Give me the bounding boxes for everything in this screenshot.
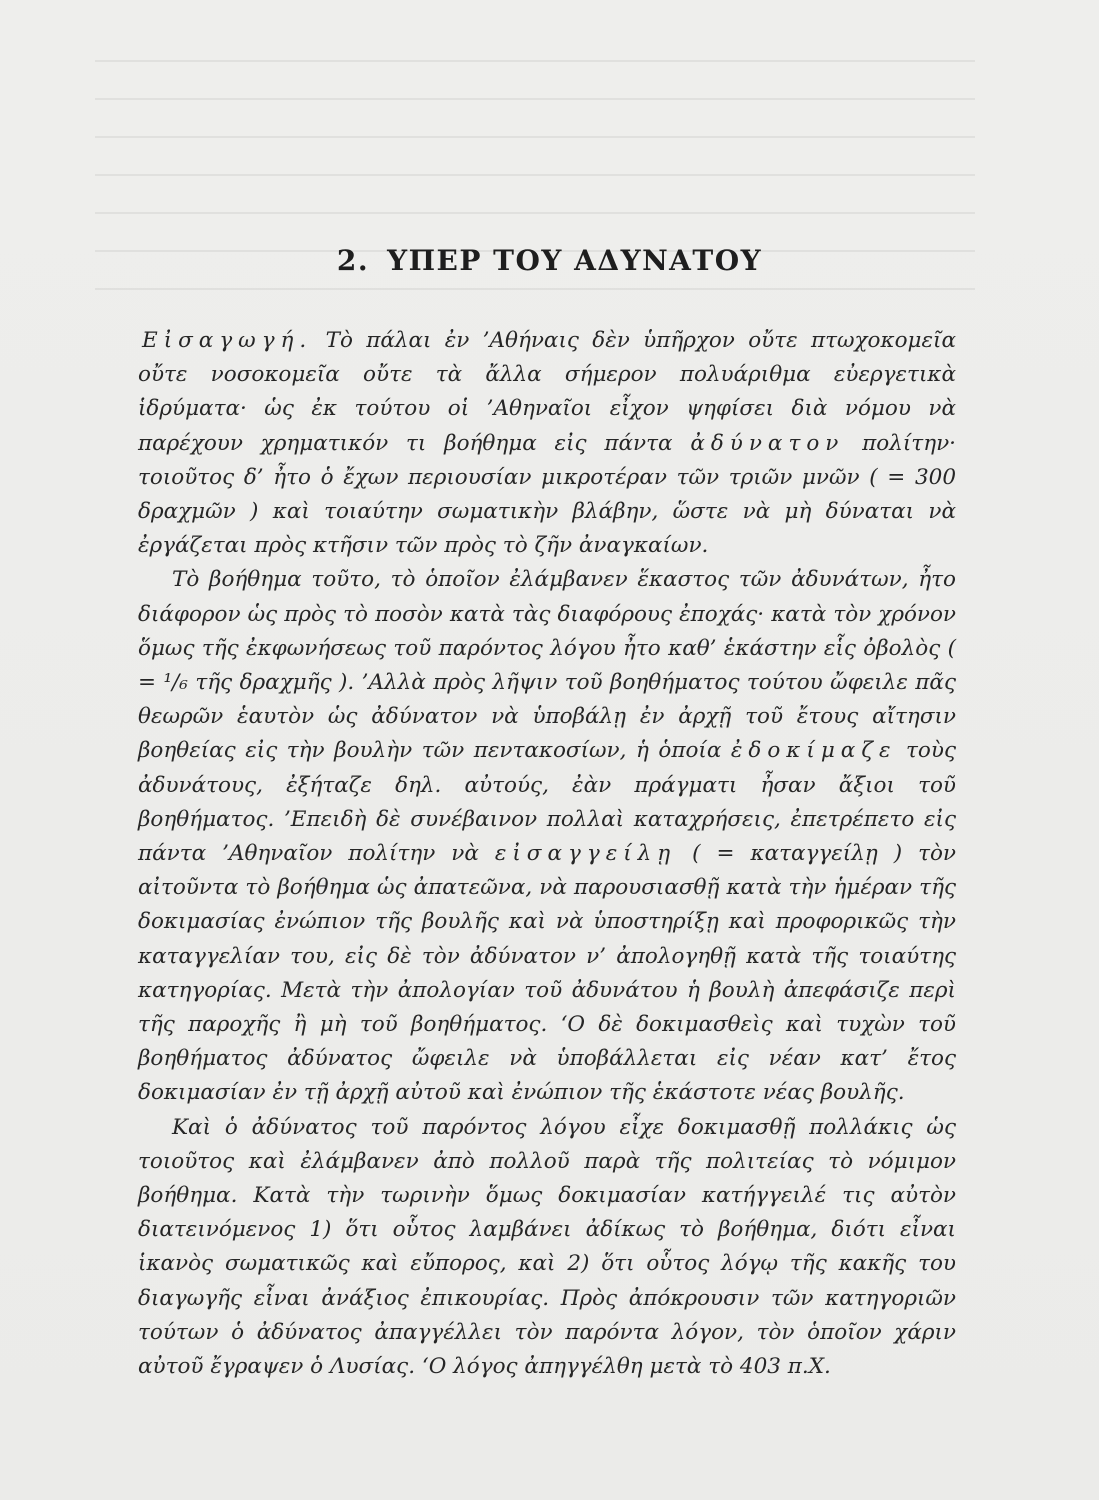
chapter-number: 2. — [336, 244, 370, 277]
paragraph-text: Καὶ ὁ ἀδύνατος τοῦ παρόντος λόγου εἶχε δοκιμασθῇ πολλάκις ὡς τοιοῦτος καὶ ἐλάμβανεν ἀπὸ πολλοῦ παρὰ τῆς πολιτείας τὸ νόμιμον βοήθημα. Κατὰ τὴν τωρινὴν ὅμως δοκιμασίαν κατήγγειλέ τις αὐτὸν διατεινόμενος 1) ὅτι οὗτος λαμβάνει ἀδίκως τὸ βοήθημα, διότι εἶναι ἱκανὸς σωματικῶς καὶ εὔπορος, καὶ 2) ὅτι οὗτος λόγῳ τῆς κακῆς του διαγωγῆς εἶναι ἀνάξιος ἐπικουρίας. Πρὸς ἀπόκρουσιν τῶν κατηγοριῶν τούτων ὁ ἀδύνατος ἀπαγγέλλει τὸν παρόντα λόγον, τὸν ὁποῖον χάριν αὐτοῦ ἔγραψεν ὁ Λυσίας. ‘Ο λόγος ἀπηγγέλθη μετὰ τὸ 403 π.Χ. — [138, 1114, 956, 1380]
paragraph-text: Τὸ πάλαι ἐν ’Αθήναις δὲν ὑπῆρχον οὔτε πτωχοκομεῖα οὔτε νοσοκομεῖα οὔτε τὰ ἄλλα σήμερον πολυάριθμα εὐεργετικὰ ἱδρύματα· ὡς ἐκ τούτου οἱ ’Αθηναῖοι εἶχον ψηφίσει διὰ νόμου νὰ παρέχουν χρηματικόν τι βοήθημα εἰς πάντα — [138, 328, 956, 456]
emphasized-term: ἐδοκίμαζε — [730, 738, 897, 764]
paragraph-text: τοὺς ἀδυνάτους, ἐξήταζε δηλ. αὐτούς, ἐὰν πράγματι ἦσαν ἄξιοι τοῦ βοηθήματος. ’Επειδὴ δὲ συνέβαινον πολλαὶ καταχρήσεις, ἐπετρέπετο εἰς πάντα ’Αθηναῖον πολίτην νὰ — [138, 738, 956, 867]
emphasized-term: εἰσαγγείλῃ — [494, 841, 677, 867]
chapter-title — [0, 244, 1099, 277]
body-text — [138, 324, 956, 1384]
paragraph-benefit — [138, 563, 956, 1110]
paragraph-introduction — [138, 324, 956, 563]
section-label: Εἰσαγωγή. — [142, 328, 313, 353]
paragraph-text: Τὸ βοήθημα τοῦτο, τὸ ὁποῖον ἐλάμβανεν ἕκαστος τῶν ἀδυνάτων, ἦτο διάφορον ὡς πρὸς τὸ ποσὸν κατὰ τὰς διαφόρους ἐποχάς· κατὰ τὸν χρόνον ὅμως τῆς ἐκφωνήσεως τοῦ παρόντος λόγου ἦτο καθ’ ἑκάστην εἷς ὀβολὸς ( = ¹/₆ τῆς δραχμῆς ). ’Αλλὰ πρὸς λῆψιν τοῦ βοηθήματος τούτου ὤφειλε πᾶς θεωρῶν ἑαυτὸν ὡς ἀδύνατον νὰ ὑποβάλῃ ἐν ἀρχῇ τοῦ ἔτους αἴτησιν βοηθείας εἰς τὴν βουλὴν τῶν πεντακοσίων, ἡ ὁποία — [138, 567, 956, 764]
paragraph-text: πολίτην· τοιοῦτος δ’ ἦτο ὁ ἔχων περιουσίαν μικροτέραν τῶν τριῶν μνῶν ( = 300 δραχμῶν ) καὶ τοιαύτην σωματικὴν βλάβην, ὥστε νὰ μὴ δύναται νὰ ἐργάζεται πρὸς κτῆσιν τῶν πρὸς τὸ ζῆν ἀναγκαίων. — [138, 430, 956, 559]
paragraph-case — [138, 1111, 956, 1385]
emphasized-term: ἀδύνατον — [690, 430, 845, 456]
paragraph-text: ( = καταγγείλῃ ) τὸν αἰτοῦντα τὸ βοήθημα ὡς ἀπατεῶνα, νὰ παρουσιασθῇ κατὰ τὴν ἡμέραν τῆς δοκιμασίας ἐνώπιον τῆς βουλῆς καὶ νὰ ὑποστηρίξῃ καὶ προφορικῶς τὴν καταγγελίαν του, εἰς δὲ τὸν ἀδύνατον ν’ ἀπολογηθῇ κατὰ τῆς τοιαύτης κατηγορίας. Μετὰ τὴν ἀπολογίαν τοῦ ἀδυνάτου ἡ βουλὴ ἀπεφάσιζε περὶ τῆς παροχῆς ἢ μὴ τοῦ βοηθήματος. ‘Ο δὲ δοκιμασθεὶς καὶ τυχὼν τοῦ βοηθήματος ἀδύνατος ὤφειλε νὰ ὑποβάλλεται εἰς νέαν κατ’ ἔτος δοκιμασίαν ἐν τῇ ἀρχῇ αὐτοῦ καὶ ἐνώπιον τῆς ἑκάστοτε νέας βουλῆς. — [138, 841, 956, 1106]
chapter-title-text: ΥΠΕΡ ΤΟΥ ΑΔΥΝΑΤΟΥ — [387, 244, 763, 277]
